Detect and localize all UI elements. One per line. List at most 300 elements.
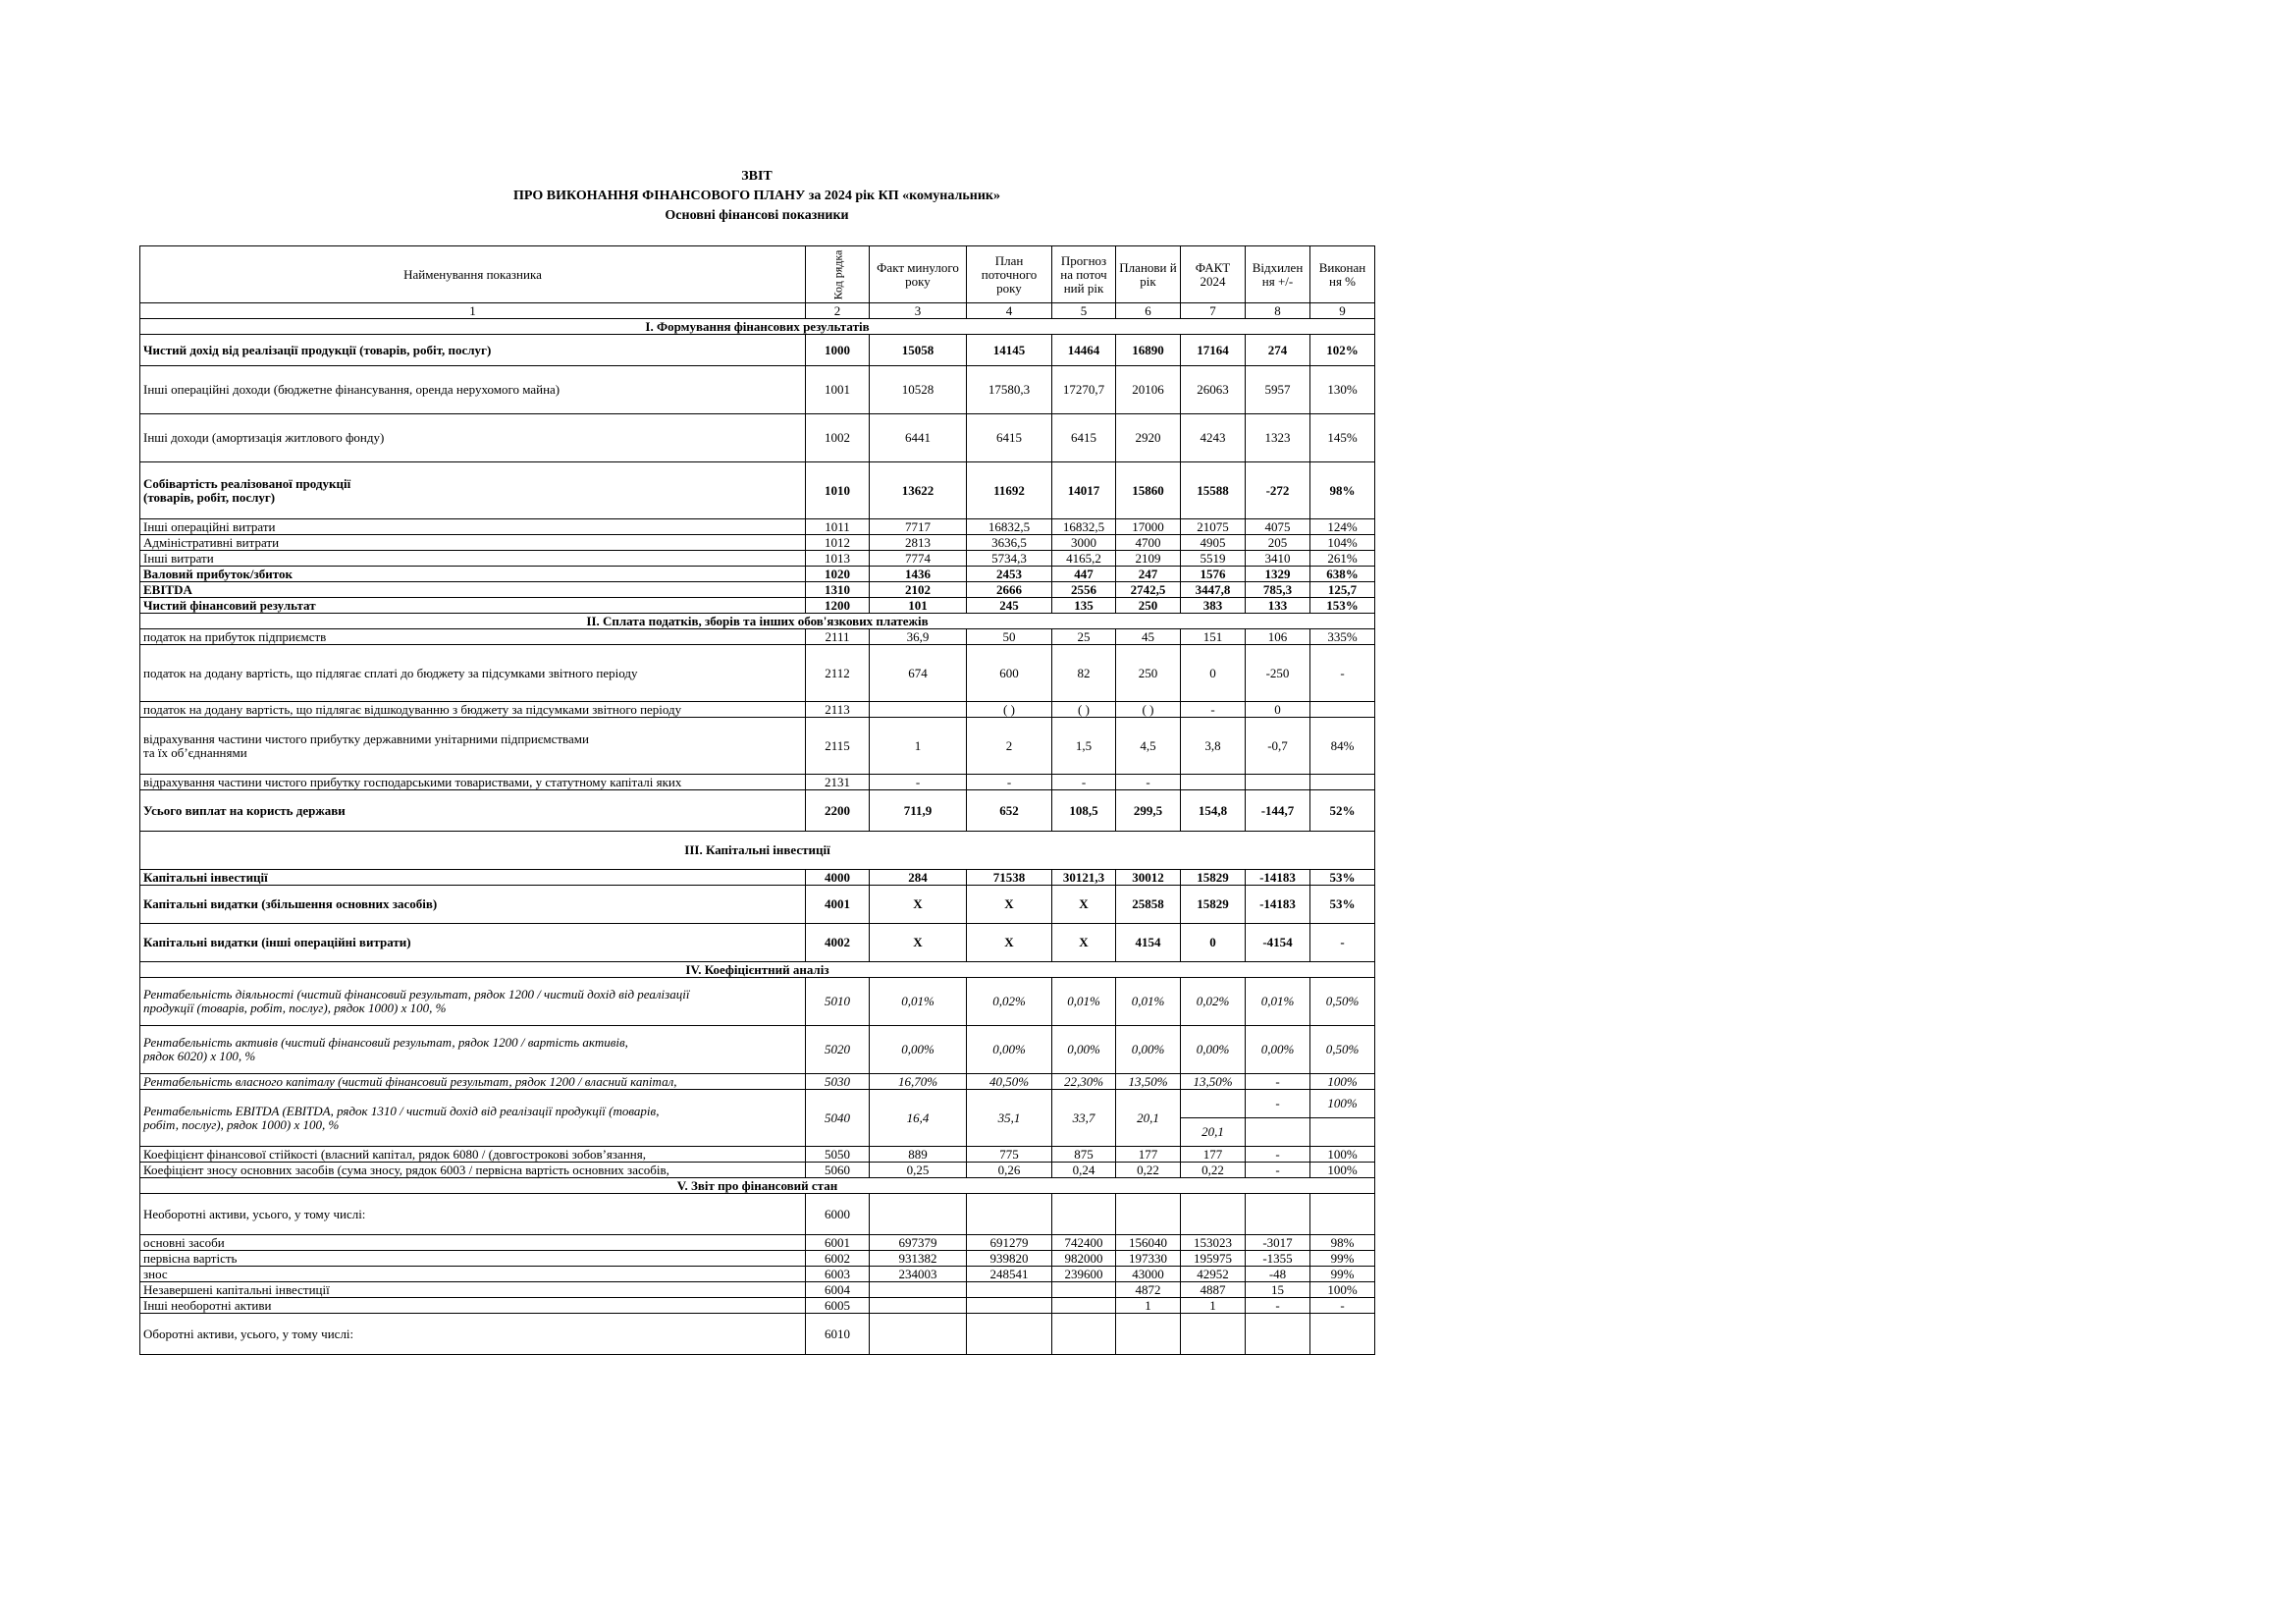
value-cell: 98% (1310, 462, 1375, 519)
value-cell: ( ) (967, 702, 1052, 718)
indicator-name-line: Коефіцієнт фінансової стійкості (власний капітал, рядок 6080 / (довгострокові зобов’язання, (143, 1146, 646, 1162)
value-cell: -1355 (1246, 1251, 1310, 1267)
value-cell: - (1246, 1074, 1310, 1090)
table-row (140, 519, 1375, 535)
row-code: 4002 (806, 924, 870, 962)
row-code: 2115 (806, 718, 870, 775)
value-cell: 0,02% (967, 978, 1052, 1026)
indicator-name (140, 582, 806, 598)
value-cell (1310, 1194, 1375, 1235)
value-cell: 0,50% (1310, 978, 1375, 1026)
col-header-planned-year: Планови й рік (1116, 246, 1181, 303)
col-number: 7 (1181, 303, 1246, 319)
table-row (140, 1251, 1375, 1267)
value-cell: 0,00% (967, 1026, 1052, 1074)
value-cell: 250 (1116, 645, 1181, 702)
value-cell (1052, 1298, 1116, 1314)
row-code: 4001 (806, 886, 870, 924)
value-cell: 5519 (1181, 551, 1246, 567)
value-cell: - (1246, 1147, 1310, 1163)
indicator-name (140, 870, 806, 886)
value-cell: 697379 (870, 1235, 967, 1251)
indicator-name (140, 1282, 806, 1298)
value-cell: 14145 (967, 335, 1052, 366)
indicator-name-line: Коефіцієнт зносу основних засобів (сума зносу, рядок 6003 / первісна вартість основних засобів, (143, 1162, 669, 1177)
col-header-fact-prev: Факт минулого року (870, 246, 967, 303)
value-cell: 2920 (1116, 414, 1181, 462)
value-cell: 6415 (967, 414, 1052, 462)
indicator-name (140, 702, 806, 718)
row-code: 1001 (806, 366, 870, 414)
value-cell: 1 (870, 718, 967, 775)
value-cell: 133 (1246, 598, 1310, 614)
row-code: 2113 (806, 702, 870, 718)
value-cell: 0,00% (1052, 1026, 1116, 1074)
table-row (140, 1282, 1375, 1298)
value-cell: - (1052, 775, 1116, 790)
col-header-fact-2024: ФАКТ 2024 (1181, 246, 1246, 303)
value-cell: 20,1 (1116, 1090, 1181, 1147)
value-cell (1246, 775, 1310, 790)
value-cell: 2742,5 (1116, 582, 1181, 598)
value-cell: -272 (1246, 462, 1310, 519)
report-subtitle: ПРО ВИКОНАННЯ ФІНАНСОВОГО ПЛАНУ за 2024 рік КП «комунальник» (513, 189, 1000, 203)
row-code: 1010 (806, 462, 870, 519)
table-row (140, 1298, 1375, 1314)
indicator-name (140, 1163, 806, 1178)
col-number: 8 (1246, 303, 1310, 319)
row-code: 1012 (806, 535, 870, 551)
value-cell: 42952 (1181, 1267, 1246, 1282)
indicator-name (140, 551, 806, 567)
value-cell: 674 (870, 645, 967, 702)
value-cell: 15829 (1181, 870, 1246, 886)
indicator-name-line: Капітальні інвестиції (143, 869, 268, 885)
value-cell: 1 (1116, 1298, 1181, 1314)
indicator-name-line: Інші необоротні активи (143, 1297, 272, 1313)
indicator-name-line: відрахування частини чистого прибутку державними унітарними підприємствами (143, 731, 589, 746)
value-cell: 17580,3 (967, 366, 1052, 414)
value-cell: 15588 (1181, 462, 1246, 519)
indicator-name-line: (товарів, робіт, послуг) (143, 489, 276, 505)
report-section-caption: Основні фінансові показники (665, 208, 849, 223)
value-cell: 600 (967, 645, 1052, 702)
table-row (140, 924, 1375, 962)
value-cell: 1 (1181, 1298, 1246, 1314)
table-row (140, 790, 1375, 832)
indicator-name-line: та їх об’єднаннями (143, 744, 247, 760)
value-cell-part: - (1275, 1096, 1280, 1111)
indicator-name-line: робіт, послуг), рядок 1000) х 100, % (143, 1116, 340, 1132)
table-row (140, 1147, 1375, 1163)
value-cell: -14183 (1246, 870, 1310, 886)
table-row (140, 335, 1375, 366)
table-row (140, 1163, 1375, 1178)
value-cell: 205 (1246, 535, 1310, 551)
value-cell: ( ) (1116, 702, 1181, 718)
value-cell: 16,4 (870, 1090, 967, 1147)
indicator-name-line: Рентабельність активів (чистий фінансовий результат, рядок 1200 / вартість активів, (143, 1035, 628, 1050)
section-title: II. Сплата податків, зборів та інших обов'язкових платежів (140, 614, 1375, 629)
value-cell-part (1310, 1117, 1374, 1146)
indicator-name (140, 1298, 806, 1314)
value-cell (870, 1282, 967, 1298)
value-cell: 26063 (1181, 366, 1246, 414)
value-cell: 2109 (1116, 551, 1181, 567)
indicator-name (140, 1235, 806, 1251)
indicator-name-line: Чистий дохід від реалізації продукції (товарів, робіт, послуг) (143, 342, 492, 357)
value-cell: - (1246, 1298, 1310, 1314)
value-cell: 15860 (1116, 462, 1181, 519)
section-header-row (140, 832, 1375, 870)
value-cell: 102% (1310, 335, 1375, 366)
value-cell: 53% (1310, 870, 1375, 886)
table-row (140, 1267, 1375, 1282)
row-code: 6000 (806, 1194, 870, 1235)
value-cell: 177 (1181, 1147, 1246, 1163)
value-cell: 982000 (1052, 1251, 1116, 1267)
value-cell: - (1181, 702, 1246, 718)
value-cell: 3,8 (1181, 718, 1246, 775)
section-title: I. Формування фінансових результатів (140, 319, 1375, 335)
indicator-name-line: Капітальні видатки (інші операційні витрати) (143, 935, 411, 949)
value-cell: 0,24 (1052, 1163, 1116, 1178)
value-cell (1246, 1090, 1310, 1147)
table-row (140, 535, 1375, 551)
value-cell: 145% (1310, 414, 1375, 462)
col-header-code (806, 246, 870, 303)
value-cell: 0,00% (1246, 1026, 1310, 1074)
value-cell (1116, 1314, 1181, 1355)
value-cell: 2556 (1052, 582, 1116, 598)
value-cell: 17164 (1181, 335, 1246, 366)
value-cell: 0 (1246, 702, 1310, 718)
value-cell (1052, 1314, 1116, 1355)
value-cell: 785,3 (1246, 582, 1310, 598)
value-cell (1310, 702, 1375, 718)
value-cell: 13,50% (1116, 1074, 1181, 1090)
value-cell: 98% (1310, 1235, 1375, 1251)
table-row (140, 1235, 1375, 1251)
value-cell: 101 (870, 598, 967, 614)
value-cell: 100% (1310, 1163, 1375, 1178)
row-code: 2112 (806, 645, 870, 702)
indicator-name (140, 462, 806, 519)
col-header-execution: Виконан ня % (1310, 246, 1375, 303)
value-cell: - (1116, 775, 1181, 790)
value-cell: 53% (1310, 886, 1375, 924)
value-cell: 4872 (1116, 1282, 1181, 1298)
indicator-name (140, 598, 806, 614)
value-cell: 7717 (870, 519, 967, 535)
indicator-name (140, 1314, 806, 1355)
value-cell: 16832,5 (1052, 519, 1116, 535)
value-cell: 100% (1310, 1147, 1375, 1163)
indicator-name (140, 567, 806, 582)
table-row (140, 702, 1375, 718)
value-cell: 99% (1310, 1251, 1375, 1267)
value-cell: 2102 (870, 582, 967, 598)
value-cell: 124% (1310, 519, 1375, 535)
value-cell: 16832,5 (967, 519, 1052, 535)
table-row (140, 1194, 1375, 1235)
value-cell: -250 (1246, 645, 1310, 702)
row-code: 6002 (806, 1251, 870, 1267)
indicator-name (140, 535, 806, 551)
value-cell: 3410 (1246, 551, 1310, 567)
value-cell: X (967, 886, 1052, 924)
value-cell (967, 1194, 1052, 1235)
row-code: 5040 (806, 1090, 870, 1147)
value-cell: 6415 (1052, 414, 1116, 462)
value-cell: 0,01% (1246, 978, 1310, 1026)
col-number: 4 (967, 303, 1052, 319)
row-code: 2111 (806, 629, 870, 645)
value-cell: 100% (1310, 1074, 1375, 1090)
indicator-name-line: знос (143, 1266, 168, 1281)
indicator-name-line: EBITDA (143, 581, 192, 597)
value-cell: 4154 (1116, 924, 1181, 962)
value-cell: 2813 (870, 535, 967, 551)
indicator-name-line: податок на прибуток підприємств (143, 628, 327, 644)
value-cell: 0,00% (1181, 1026, 1246, 1074)
value-cell: 16890 (1116, 335, 1181, 366)
value-cell: - (967, 775, 1052, 790)
table-row (140, 366, 1375, 414)
value-cell: 11692 (967, 462, 1052, 519)
value-cell: 248541 (967, 1267, 1052, 1282)
value-cell: 711,9 (870, 790, 967, 832)
value-cell: 4700 (1116, 535, 1181, 551)
table-row (140, 598, 1375, 614)
value-cell: 10528 (870, 366, 967, 414)
value-cell: 299,5 (1116, 790, 1181, 832)
value-cell: 2453 (967, 567, 1052, 582)
value-cell: 197330 (1116, 1251, 1181, 1267)
value-cell: 245 (967, 598, 1052, 614)
value-cell: 0,01% (1052, 978, 1116, 1026)
value-cell: 1329 (1246, 567, 1310, 582)
value-cell: 7774 (870, 551, 967, 567)
value-cell: 156040 (1116, 1235, 1181, 1251)
section-title: IV. Коефіцієнтний аналіз (140, 962, 1375, 978)
value-cell: 40,50% (967, 1074, 1052, 1090)
row-code: 1020 (806, 567, 870, 582)
value-cell: 43000 (1116, 1267, 1181, 1282)
table-row (140, 870, 1375, 886)
section-title: III. Капітальні інвестиції (140, 832, 1375, 870)
section-header-row (140, 614, 1375, 629)
value-cell-part: 100% (1327, 1096, 1358, 1111)
value-cell (870, 1194, 967, 1235)
indicator-name-line: відрахування частини чистого прибутку господарськими товариствами, у статутному капіталі яких (143, 774, 682, 789)
value-cell: 0,00% (870, 1026, 967, 1074)
value-cell: 25858 (1116, 886, 1181, 924)
table-row (140, 886, 1375, 924)
value-cell: 0 (1181, 645, 1246, 702)
indicator-name-line: Рентабельність EBITDA (EBITDA, рядок 1310 / чистий дохід від реалізації продукції (товарів, (143, 1103, 660, 1118)
table-row (140, 567, 1375, 582)
report-title: ЗВІТ (741, 169, 773, 184)
value-cell: 5734,3 (967, 551, 1052, 567)
row-code: 5010 (806, 978, 870, 1026)
col-number: 3 (870, 303, 967, 319)
value-cell: 247 (1116, 567, 1181, 582)
value-cell: 71538 (967, 870, 1052, 886)
table-row (140, 1090, 1375, 1147)
value-cell (967, 1314, 1052, 1355)
indicator-name (140, 886, 806, 924)
value-cell (1052, 1194, 1116, 1235)
value-cell: 0,00% (1116, 1026, 1181, 1074)
row-code: 6001 (806, 1235, 870, 1251)
value-cell: 875 (1052, 1147, 1116, 1163)
value-cell: 0 (1181, 924, 1246, 962)
value-cell: 274 (1246, 335, 1310, 366)
value-cell: 14017 (1052, 462, 1116, 519)
value-cell: 0,01% (1116, 978, 1181, 1026)
value-cell: - (870, 775, 967, 790)
col-header-deviation: Відхилен ня +/- (1246, 246, 1310, 303)
section-title: V. Звіт про фінансовий стан (140, 1178, 1375, 1194)
value-cell: 1,5 (1052, 718, 1116, 775)
row-code: 1002 (806, 414, 870, 462)
value-cell: 1323 (1246, 414, 1310, 462)
row-code: 5030 (806, 1074, 870, 1090)
value-cell: 931382 (870, 1251, 967, 1267)
row-code: 2131 (806, 775, 870, 790)
row-code: 1013 (806, 551, 870, 567)
value-cell: 775 (967, 1147, 1052, 1163)
column-header-row (140, 246, 1375, 303)
value-cell: 0,22 (1116, 1163, 1181, 1178)
value-cell: X (1052, 886, 1116, 924)
value-cell: 104% (1310, 535, 1375, 551)
indicator-name-line: Незавершені капітальні інвестиції (143, 1281, 330, 1297)
value-cell (1181, 1314, 1246, 1355)
table-row (140, 1074, 1375, 1090)
value-cell: 0,01% (870, 978, 967, 1026)
value-cell: 16,70% (870, 1074, 967, 1090)
table-row (140, 1026, 1375, 1074)
value-cell: 45 (1116, 629, 1181, 645)
indicator-name-line: основні засоби (143, 1234, 225, 1250)
value-cell: 234003 (870, 1267, 967, 1282)
table-body (140, 319, 1375, 1355)
value-cell: 4243 (1181, 414, 1246, 462)
table-row (140, 629, 1375, 645)
indicator-name-line: податок на додану вартість, що підлягає сплаті до бюджету за підсумками звітного періоду (143, 665, 638, 680)
row-code: 6004 (806, 1282, 870, 1298)
value-cell: 335% (1310, 629, 1375, 645)
value-cell (1310, 1090, 1375, 1147)
value-cell: 284 (870, 870, 967, 886)
value-cell: -48 (1246, 1267, 1310, 1282)
row-code: 6005 (806, 1298, 870, 1314)
indicator-name (140, 519, 806, 535)
table-row (140, 645, 1375, 702)
row-code: 5060 (806, 1163, 870, 1178)
value-cell: - (1246, 1163, 1310, 1178)
value-cell: 3000 (1052, 535, 1116, 551)
value-cell: 638% (1310, 567, 1375, 582)
value-cell: 195975 (1181, 1251, 1246, 1267)
value-cell: 742400 (1052, 1235, 1116, 1251)
value-cell: 100% (1310, 1282, 1375, 1298)
value-cell (1246, 1194, 1310, 1235)
value-cell: 0,22 (1181, 1163, 1246, 1178)
table-row (140, 978, 1375, 1026)
value-cell: 4887 (1181, 1282, 1246, 1298)
indicator-name (140, 1074, 806, 1090)
row-code: 1200 (806, 598, 870, 614)
value-cell-part (1181, 1091, 1245, 1118)
value-cell: 50 (967, 629, 1052, 645)
section-header-row (140, 319, 1375, 335)
indicator-name-line: Усього виплат на користь держави (143, 802, 346, 818)
value-cell (967, 1298, 1052, 1314)
indicator-name (140, 366, 806, 414)
value-cell: -4154 (1246, 924, 1310, 962)
value-cell: 125,7 (1310, 582, 1375, 598)
indicator-name-line: Рентабельність діяльності (чистий фінансовий результат, рядок 1200 / чистий дохід від реалізації (143, 987, 690, 1001)
col-header-forecast: Прогноз на поточ ний рік (1052, 246, 1116, 303)
value-cell: 4905 (1181, 535, 1246, 551)
value-cell: ( ) (1052, 702, 1116, 718)
table-row (140, 462, 1375, 519)
value-cell (870, 1298, 967, 1314)
column-number-row (140, 303, 1375, 319)
value-cell: 4,5 (1116, 718, 1181, 775)
table-row (140, 551, 1375, 567)
value-cell: 17000 (1116, 519, 1181, 535)
col-number: 9 (1310, 303, 1375, 319)
value-cell: 2 (967, 718, 1052, 775)
value-cell: -3017 (1246, 1235, 1310, 1251)
col-number: 2 (806, 303, 870, 319)
indicator-name-line: продукції (товарів, робіт, послуг), рядок 1000) х 100, % (143, 1001, 447, 1015)
section-header-row (140, 962, 1375, 978)
table-row (140, 775, 1375, 790)
value-cell (1310, 775, 1375, 790)
value-cell: 1576 (1181, 567, 1246, 582)
value-cell: 30121,3 (1052, 870, 1116, 886)
value-cell: -144,7 (1246, 790, 1310, 832)
indicator-name-line: Інші витрати (143, 550, 214, 566)
value-cell: 130% (1310, 366, 1375, 414)
value-cell: 5957 (1246, 366, 1310, 414)
value-cell: 250 (1116, 598, 1181, 614)
value-cell: 691279 (967, 1235, 1052, 1251)
value-cell: 239600 (1052, 1267, 1116, 1282)
row-code: 4000 (806, 870, 870, 886)
financial-indicators-table (139, 245, 1375, 1355)
value-cell: 22,30% (1052, 1074, 1116, 1090)
value-cell: 0,25 (870, 1163, 967, 1178)
value-cell: 15829 (1181, 886, 1246, 924)
value-cell: 15058 (870, 335, 967, 366)
value-cell (967, 1282, 1052, 1298)
value-cell (1181, 775, 1246, 790)
row-code: 5050 (806, 1147, 870, 1163)
indicator-name-line: Чистий фінансовий результат (143, 597, 316, 613)
table-row (140, 718, 1375, 775)
value-cell-part (1246, 1117, 1309, 1146)
col-number: 5 (1052, 303, 1116, 319)
value-cell: 153023 (1181, 1235, 1246, 1251)
indicator-name-line: рядок 6020) х 100, % (143, 1049, 256, 1063)
row-code: 5020 (806, 1026, 870, 1074)
